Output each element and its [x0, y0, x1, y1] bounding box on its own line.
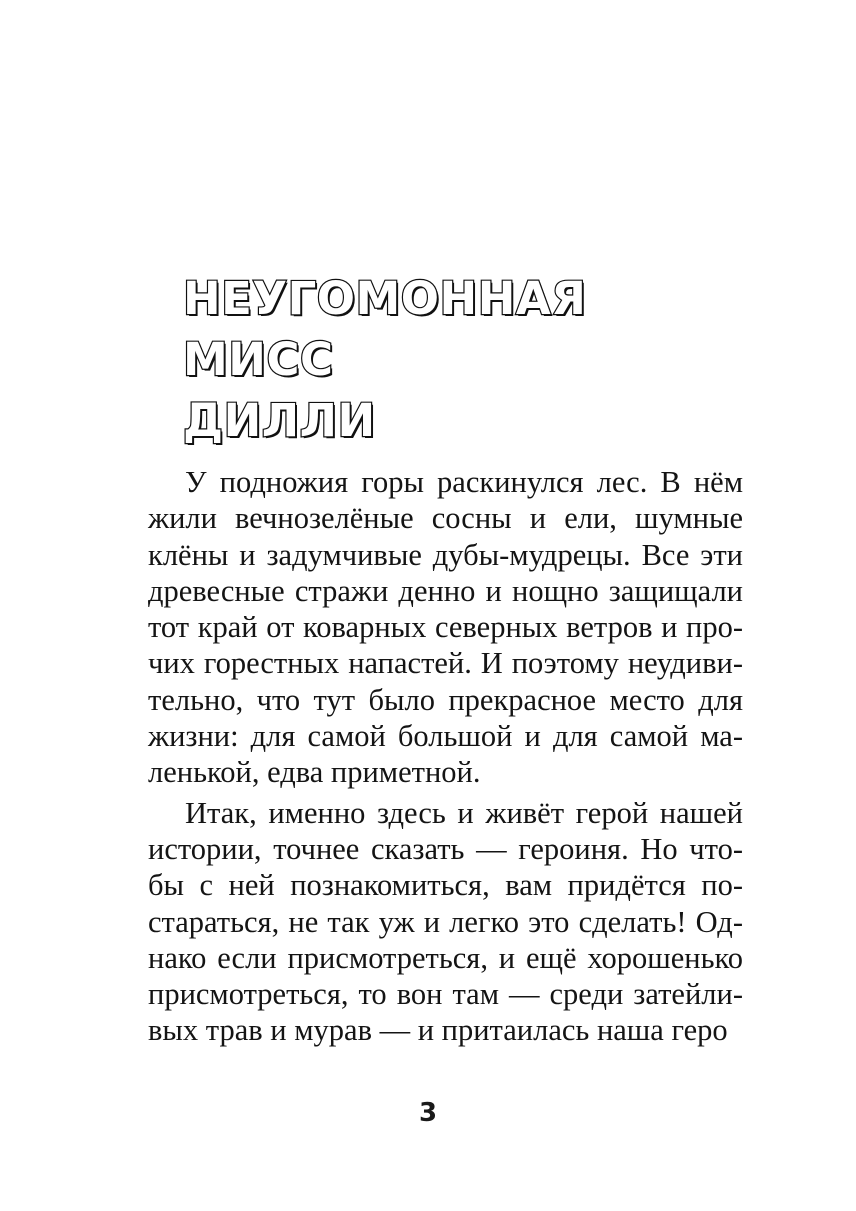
chapter-title-line-1: НЕУГОМОННАЯ МИСС — [183, 272, 587, 386]
body-text — [148, 464, 743, 1053]
paragraph-2: Итак, именно здесь и живёт герой нашей истории, точнее сказать — героиня. Но чтобы с ней познакомиться, вам придётся постараться, не так уж и легко это сделать! Однако если присмотреться, и ещё хорошенько присмотреться, то вон там — среди затейливых трав и мурав — и притаилась наша геро — [148, 795, 743, 1048]
chapter-title-line-2: ДИЛЛИ — [183, 394, 376, 447]
page-number: 3 — [418, 1098, 438, 1128]
chapter-title — [183, 268, 743, 451]
paragraph-1: У подножия горы раскинулся лес. В нём жили вечнозелёные сосны и ели, шумные клёны и задумчивые дубы-мудрецы. Все эти древесные стражи денно и нощно защищали тот край от коварных северных ветров и прочих горестных напастей. И поэтому неудивительно, что тут было прекрасное место для жизни: для самой большой и для самой маленькой, едва приметной. — [148, 465, 743, 790]
